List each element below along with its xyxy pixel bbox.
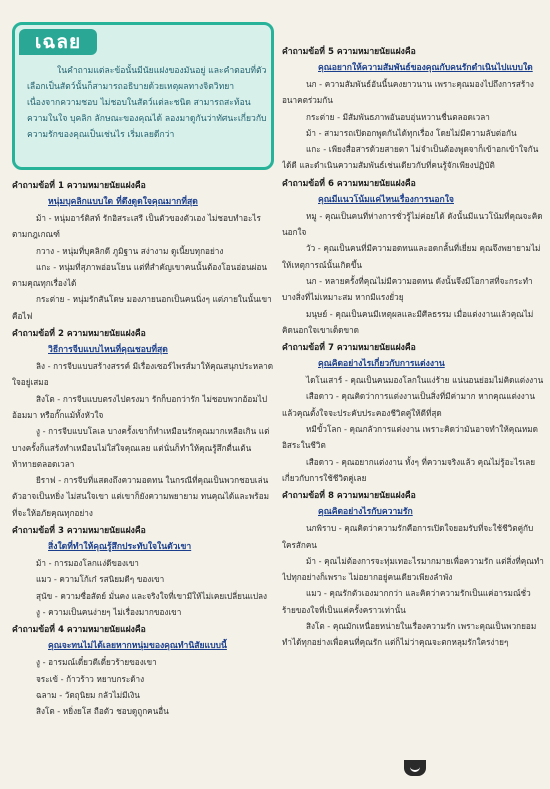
right-column (282, 44, 544, 764)
q8-para-3: แมว - คุณรักตัวเองมากกว่า และคิดว่าความรักเป็นแค่อารมณ์ชั่วร้ายของใจที่เป็นแค่ครั้งคราวเท่านั้น (282, 588, 531, 615)
q8-para-1: นกพิราบ - คุณคิดว่าความรักคือการเปิดใจยอมรับที่จะใช้ชีวิตคู่กับใครสักคน (282, 523, 534, 550)
q5-para-4: แกะ - เพียงสื่อสารด้วยสายตา ไม่จำเป็นต้องพูดจาก็เข้าอกเข้าใจกันได้ดี และดำเนินความสัมพันธ์เช่นเดียวกับที่คนรู้จักเพียงปฏิบัติ (282, 144, 539, 171)
q1-para-1: ม้า - หนุ่มอาร์ติสท์ รักอิสระเสรี เป็นตัวของตัวเอง ไม่ชอบทำอะไรตามกฎเกณฑ์ (12, 213, 261, 240)
q4-para-1: งู - อารมณ์เดี๋ยวดีเดี๋ยวร้ายของเขา (36, 657, 157, 668)
q1-para-2: กวาง - หนุ่มที่บุคลิกดี ภูมิฐาน สง่างาม ดูเนี้ยบทุกอย่าง (36, 245, 224, 256)
q2-para-2: สิงโต - การจีบแบบตรงไปตรงมา รักก็บอกว่ารัก ไม่ชอบพวกอ้อมไปอ้อมมา หรือกั๊กแม้ทั้งหัวใจ (12, 393, 268, 420)
q6-para-3: นก - หลายครั้งที่คุณไม่มีความอดทน ดังนั้นจึงมีโอกาสที่จะกระทำบางสิ่งที่ไม่เหมาะสม หากมีแรงยั่วยุ (282, 275, 533, 303)
q8-para-4: สิงโต - คุณมักเหนื่อยหน่ายในเรื่องความรัก เพราะคุณเป็นพวกยอมทำได้ทุกอย่างเพื่อคนที่คุณรัก แต่ก็ไม่ว่าคุณจะตกหลุมรักใครง่ายๆ (282, 621, 537, 648)
answer-title: เฉลย (34, 32, 82, 53)
left-column (12, 178, 274, 768)
q1-heading: หนุ่มบุคลิกแบบใด ที่ดึงดูดใจคุณมากที่สุด (48, 197, 198, 207)
q3-para-1: ม้า - การมองโลกแง่ดีของเขา (36, 558, 139, 569)
q8-label: คำถามข้อที่ 8 ความหมายนัยแฝงคือ (282, 491, 416, 502)
q6-para-4: มนุษย์ - คุณเป็นคนมีเหตุผลและมีศีลธรรม เมื่อแต่งงานแล้วคุณไม่คิดนอกใจเขาเด็ดขาด (282, 308, 534, 335)
q6-para-1: หมู - คุณเป็นคนที่ห่างการชั่วรู้ไม่ค่อยได้ ดังนั้นมีแนวโน้มที่คุณจะคิดนอกใจ (282, 210, 543, 238)
q4-label: คำถามข้อที่ 4 ความหมายนัยแฝงคือ (12, 625, 146, 636)
q8-block (282, 488, 544, 650)
q7-heading: คุณคิดอย่างไรเกี่ยวกับการแต่งงาน (318, 359, 445, 370)
q7-label: คำถามข้อที่ 7 ความหมายนัยแฝงคือ (282, 343, 416, 354)
smile-icon (410, 764, 420, 772)
q3-para-2: แมว - ความโก้เก๋ รสนิยมดีๆ ของเขา (36, 574, 165, 585)
q7-block (282, 340, 544, 486)
q6-block (282, 176, 544, 338)
q5-heading: คุณอยากให้ความสัมพันธ์ของคุณกับคนรักดำเนินไปแบบใด (318, 63, 533, 73)
q5-para-1: นก - ความสัมพันธ์อันนี้นคงยาวนาน เพราะคุณมองไปถึงการสร้างอนาคตร่วมกัน (282, 79, 534, 106)
q5-label: คำถามข้อที่ 5 ความหมายนัยแฝงคือ (282, 47, 416, 57)
q5-para-2: กระต่าย - มีสัมพันธภาพอันอบอุ่นหวานชื่นตลอดเวลา (306, 111, 490, 122)
q4-para-4: สิงโต - หยิ่งยโส ถือตัว ชอบดูถูกคนอื่น (36, 706, 169, 717)
q2-para-4: ยีราฟ - การจีบที่แสดงถึงความอดทน ในกรณีที่คุณเป็นพวกชอบเล่นตัวอาจเป็นหยิ่ง ไม่สนใจเขา แต่เขาก็ยังความพยายาม ทนคุณได้และพร้อมที่จะให้อภัยคุณทุกอย่าง (12, 475, 270, 518)
q6-label: คำถามข้อที่ 6 ความหมายนัยแฝงคือ (282, 178, 416, 189)
q1-label: คำถามข้อที่ 1 ความหมายนัยแฝงคือ (12, 181, 146, 191)
q2-heading: วิธีการจีบแบบไหนที่คุณชอบที่สุด (48, 345, 168, 356)
q3-para-4: งู - ความเป็นคนง่ายๆ ไม่เรื่องมากของเขา (36, 606, 182, 617)
q2-para-1: ลิง - การจีบแบบสร้างสรรค์ มีเรื่องเซอร์ไพรส์มาให้คุณสนุกประหลาดใจอยู่เสมอ (12, 361, 274, 388)
q7-para-1: ไดโนเสาร์ - คุณเป็นคนมองโลกในแง่ร้าย แน่นอนย่อมไม่คิดแต่งงาน (306, 375, 544, 386)
q2-label: คำถามข้อที่ 2 ความหมายนัยแฝงคือ (12, 329, 146, 340)
q2-block (12, 326, 274, 521)
q3-block (12, 523, 274, 620)
q4-para-3: ฉลาม - วัตถุนิยม กลัวไม่มีเงิน (36, 689, 140, 700)
q7-para-2: เสือดาว - คุณคิดว่าการแต่งงานเป็นสิ่งที่มีค่ามาก หากคุณแต่งงานแล้วคุณตั้งใจจะประคับประคองชีวิตคู่ให้ดีที่สุด (282, 391, 536, 418)
q5-block (282, 44, 544, 174)
q3-label: คำถามข้อที่ 3 ความหมายนัยแฝงคือ (12, 526, 146, 537)
answer-box (12, 22, 274, 170)
q1-block (12, 178, 274, 324)
q8-heading: คุณคิดอย่างไรกับความรัก (318, 507, 413, 518)
q6-heading: คุณมีแนวโน้มแค่ไหนเรื่องการนอกใจ (318, 194, 454, 205)
q3-heading: สิ่งใดที่ทำให้คุณรู้สึกประทับใจในตัวเขา (48, 542, 192, 553)
q3-para-3: สุนัข - ความซื่อสัตย์ มั่นคง และจริงใจที่เขามีให้ไม่เคยเปลี่ยนแปลง (36, 590, 268, 601)
q7-para-3: หมีขั้วโลก - คุณกลัวการแต่งงาน เพราะคิดว่ามันอาจทำให้คุณหมดอิสระในชีวิต (282, 424, 538, 451)
answer-intro: ในคำถามแต่ละข้อนั้นมีนัยแฝงของมันอยู่ และคำตอบที่ตัวเลือกเป็นสัตว์นั้นก็สามารถอธิบายด้วยเหตุผลทางจิตวิทยา เนื่องจากความชอบ ไม่ชอบในสัตว์แต่ละชนิด สามารถสะท้อนความในใจ บุคลิก ลักษณะของคุณได้ ลองมาดูกันว่าทัศนะเกี่ยวกับความรักของคุณเป็นเช่นไร เริ่มเลยดีกว่า (27, 66, 267, 140)
q4-block (12, 622, 274, 719)
q8-para-2: ม้า - คุณไม่ต้องการจะทุ่มเทอะไรมากมายเพื่อความรัก แต่สิ่งที่คุณทำไปทุกอย่างก็เพราะ ไม่อยากอยู่คนเดียวเพียงลำพัง (282, 555, 544, 583)
q2-para-3: งู - การจีบแบบโลเล บางครั้งเขาก็ทำเหมือนรักคุณมากเหลือเกิน แต่บางครั้งก็แสร้งทำเหมือนไม่ใส่ใจคุณเลย แต่นั่นก็ทำให้คุณรู้สึกตื่นเต้น ท้าทายตลอดเวลา (12, 426, 270, 469)
page-footer-tab (404, 760, 426, 776)
q7-para-4: เสือดาว - คุณอยากแต่งงาน ทั้งๆ ที่ความจริงแล้ว คุณไม่รู้อะไรเลยเกี่ยวกับการใช้ชีวิตคู่เลย (282, 456, 536, 483)
q4-heading: คุณจะทนไม่ได้เลยหากหนุ่มของคุณทำนิสัยแบบนี้ (48, 641, 227, 652)
answer-tab (19, 29, 97, 55)
q6-para-2: วัว - คุณเป็นคนที่มีความอดทนและอดกลั้นที่เยี่ยม คุณจึงพยายามไม่ให้เหตุการณ์นั้นเกิดขึ้น (282, 243, 541, 270)
q1-para-3: แกะ - หนุ่มที่สุภาพอ่อนโยน แต่ที่สำคัญเขาคนนั้นต้องโอนอ่อนผ่อนตามคุณทุกเรื่องได้ (12, 261, 267, 289)
q4-para-2: จระเข้ - ก้าวร้าว หยาบกระด้าง (36, 673, 145, 684)
q5-para-3: ม้า - สามารถเปิดอกพูดกันได้ทุกเรื่อง โดยไม่มีความลับต่อกัน (306, 127, 517, 138)
q1-para-4: กระต่าย - หนุ่มรักสันโดษ มองภายนอกเป็นคนนิ่งๆ แต่ภายในนั้นเขาคือไฟ (12, 294, 272, 321)
